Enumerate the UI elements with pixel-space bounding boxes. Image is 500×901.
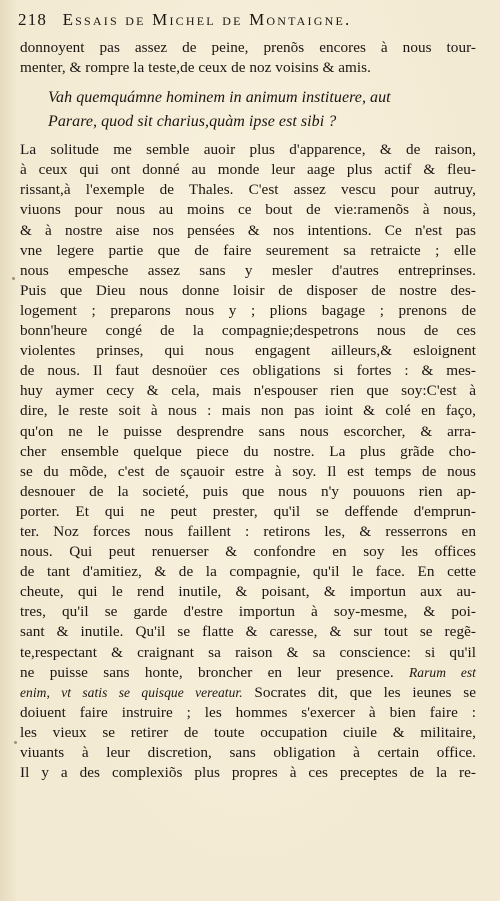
text-line: nous. Qui peut renuerser & confondre en soy les offices: [20, 543, 476, 561]
text-line: huy aymer cecy & cela, mais n'espouser rien que soy:C'est à: [20, 382, 476, 400]
text-line: viuons pour nous au moins ce bout de vie:ramenõs à nous,: [20, 201, 476, 219]
text-line: tres, qu'il se garde d'estre importun à soy-mesme, & poi-: [20, 603, 476, 621]
text-line: doiuent faire instruire ; les hommes s'exercer à bien faire :: [20, 703, 476, 721]
text-line: cher ensemble quelque piece du nostre. La plus grãde cho-: [20, 442, 476, 460]
text-line: bonn'heure congé de la compagnie;despetrons nous de ces: [20, 322, 476, 340]
text-line: La solitude me semble auoir plus d'apparence, & de raison,: [20, 141, 476, 159]
text-line: Puis que Dieu nous donne loisir de disposer de nostre des-: [20, 281, 476, 299]
inline-latin-quote: enim, vt satis se quisque vereatur.: [20, 684, 243, 700]
text-line: se du mõde, c'est de sçauoir estre à soy. Il est temps de nous: [20, 462, 476, 480]
latin-quote: [20, 86, 476, 134]
text-line-with-quote: [20, 683, 476, 703]
text-line: les vieux se retirer de toute occupation ciuile & militaire,: [20, 723, 476, 741]
text-line: desnouer de la societé, puis que nous n'y pouuons rien ap-: [20, 482, 476, 500]
running-title: Essais de Michel de Montaigne.: [62, 10, 352, 29]
text-line: porter. Et qui ne peut prester, qu'il se deffende d'emprun-: [20, 502, 476, 520]
body-text: [20, 38, 476, 783]
ink-speck: [12, 277, 15, 280]
text-line: logement ; preparons nous y ; plions bagage ; prenons de: [20, 301, 476, 319]
text-fragment: Socrates dit, que les ieunes se: [242, 683, 476, 701]
text-line: sant & inutile. Qu'il se flatte & caresse, & sur tout se regẽ-: [20, 623, 476, 641]
text-line: menter, & rompre la teste,de ceux de noz voisins & amis.: [20, 59, 371, 77]
text-line: de tant d'amitiez, & de la compagnie, qu'il le face. En cette: [20, 563, 476, 581]
text-line: viuants à leur discretion, sans obligation à certain office.: [20, 744, 476, 761]
inline-latin-quote: Rarum est: [409, 664, 476, 680]
text-line: Il y a des complexiõs plus propres à ces preceptes de la re-: [20, 764, 476, 782]
text-line: violentes prinses, qui nous engagent ailleurs,& esloignent: [20, 342, 476, 360]
text-line: te,respectant & craignant sa raison & sa conscience: si qu'il: [20, 643, 476, 661]
page-number: 218: [18, 10, 48, 29]
text-line: vne legere partie que de faire seurement sa retraicte ; elle: [20, 241, 476, 259]
text-line: nous empesche assez sans y mesler d'autres entreprinses.: [20, 261, 476, 279]
page-header: [18, 10, 484, 34]
text-line: de nous. Il faut desnoüer ces obligations si fortes : & mes-: [20, 362, 476, 380]
text-line: dire, le reste soit à nous : mais non pas ioint & colé en faço,: [20, 402, 476, 420]
text-line: & à nostre aise nos pensées & nos intentions. Ce n'est pas: [20, 221, 476, 239]
text-line: rissant,à l'exemple de Thales. C'est assez vescu pour autruy,: [20, 181, 476, 199]
latin-quote-line: Vah quemquámne hominem in animum instituere, aut: [48, 89, 391, 107]
text-line: ter. Noz forces nous faillent : retirons les, & resserrons en: [20, 522, 476, 540]
text-line: cheute, qui le rend inutile, & poisant, & importun aux au-: [20, 583, 476, 601]
text-line: qu'on ne le puisse desprendre sans nous escorcher, & arra-: [20, 422, 476, 440]
text-line: donnoyent pas assez de peine, prenõs encores à nous tour-: [20, 39, 476, 56]
latin-quote-line: Parare, quod sit charius,quàm ipse est sibi ?: [48, 113, 337, 131]
text-line-with-quote: [20, 663, 476, 683]
text-line: à ceux qui ont donné au monde leur aage plus actif & fleu-: [20, 161, 476, 179]
ink-speck: [14, 741, 17, 744]
text-fragment: ne puisse sans honte, broncher en leur presence.: [20, 663, 394, 681]
